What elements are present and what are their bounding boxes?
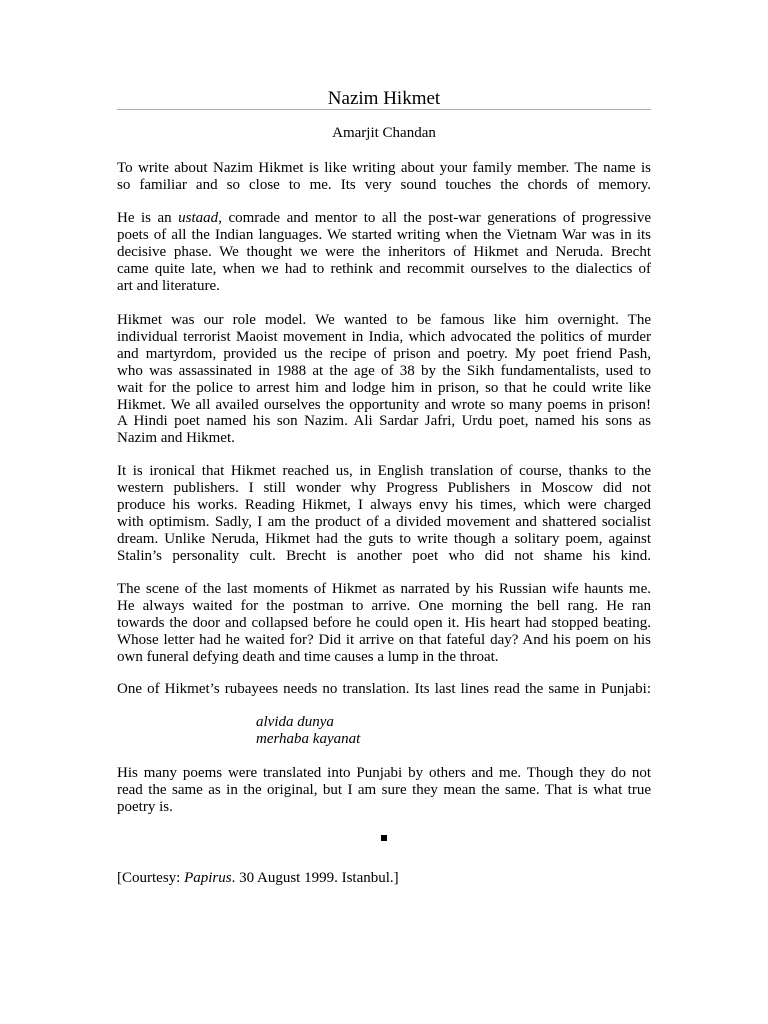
courtesy-note — [117, 870, 399, 887]
verse-line: merhaba kayanat — [256, 731, 361, 747]
paragraph-line: wait for the police to arrest him and lodge him in prison, so that he could write like — [117, 379, 651, 396]
paragraph-line: towards the door and collapsed before he could open it. His heart had stopped beating. — [117, 614, 651, 631]
paragraph-line: read the same as in the original, but I am sure they mean the same. That is what true — [117, 781, 651, 798]
courtesy-suffix: . 30 August 1999. Istanbul.] — [231, 870, 399, 886]
paragraph-line: with optimism. Sadly, I am the product of a divided movement and shattered socialist — [117, 513, 651, 530]
paragraph-line: who was assassinated in 1988 at the age of 38 by the Sikh fundamentalists, used to — [117, 362, 651, 379]
paragraph-line: dream. Unlike Neruda, Hikmet had the guts to write though a solitary poem, against — [117, 530, 651, 547]
paragraph-6 — [117, 681, 651, 698]
paragraph-line: Hikmet was our role model. We wanted to be famous like him overnight. The — [117, 312, 651, 328]
italic-term-ustaad: ustaad — [178, 210, 219, 226]
document-title: Nazim Hikmet — [327, 88, 441, 109]
paragraph-1 — [117, 160, 651, 194]
paragraph-line — [117, 210, 651, 227]
paragraph-line: It is ironical that Hikmet reached us, in English translation of course, thanks to the — [117, 463, 651, 479]
paragraph-line: Hikmet. We all availed ourselves the opportunity and wrote so many poems in prison! — [117, 396, 651, 413]
paragraph-line: A Hindi poet named his son Nazim. Ali Sardar Jafri, Urdu poet, named his sons as — [117, 413, 651, 430]
paragraph-line: Whose letter had he waited for? Did it arrive on that fateful day? And his poem on his — [117, 631, 651, 648]
paragraph-line: One of Hikmet’s rubayees needs no translation. Its last lines read the same in Punjabi: — [117, 681, 651, 697]
paragraph-line: The scene of the last moments of Hikmet as narrated by his Russian wife haunts me. — [117, 581, 651, 597]
paragraph-line: individual terrorist Maoist movement in India, which advocated the politics of murder — [117, 328, 651, 345]
paragraph-2 — [117, 210, 651, 295]
paragraph-line: To write about Nazim Hikmet is like writing about your family member. The name is — [117, 160, 651, 176]
paragraph-line: came quite late, when we had to rethink and recommit ourselves to the dialectics of — [117, 260, 651, 277]
paragraph-line: Stalin’s personality cult. Brecht is another poet who did not shame his kind. — [117, 547, 651, 564]
rubayee-verse — [256, 714, 360, 748]
paragraph-line: art and literature. — [117, 277, 220, 294]
text-run: , comrade and mentor to all the post-war generations of progressive — [218, 210, 651, 226]
paragraph-line: poets of all the Indian languages. We started writing when the Vietnam War was in its — [117, 226, 651, 243]
paragraph-4 — [117, 463, 651, 564]
title-underline-rule — [117, 109, 651, 110]
author-name: Amarjit Chandan — [332, 125, 436, 141]
paragraph-line: His many poems were translated into Punjabi by others and me. Though they do not — [117, 765, 651, 781]
section-end-bullet — [381, 835, 387, 841]
paragraph-line: Nazim and Hikmet. — [117, 430, 235, 447]
paragraph-line: western publishers. I still wonder why Progress Publishers in Moscow did not — [117, 479, 651, 496]
paragraph-line: produce his works. Reading Hikmet, I always envy his times, which were charged — [117, 496, 651, 513]
text-run: He is an — [117, 210, 179, 226]
courtesy-prefix: [Courtesy: — [117, 870, 185, 886]
paragraph-line: decisive phase. We thought we were the inheritors of Hikmet and Neruda. Brecht — [117, 243, 651, 260]
paragraph-7 — [117, 765, 651, 816]
paragraph-line: poetry is. — [117, 798, 173, 815]
paragraph-5 — [117, 581, 651, 666]
verse-line: alvida dunya — [256, 714, 334, 730]
paragraph-line: and martyrdom, provided us the recipe of prison and poetry. My poet friend Pash, — [117, 345, 651, 362]
paragraph-line: He always waited for the postman to arrive. One morning the bell rang. He ran — [117, 597, 651, 614]
paragraph-3 — [117, 312, 651, 447]
courtesy-source: Papirus — [184, 870, 232, 886]
paragraph-line: own funeral defying death and time causes a lump in the throat. — [117, 648, 499, 665]
paragraph-line: so familiar and so close to me. Its very sound touches the chords of memory. — [117, 176, 651, 193]
